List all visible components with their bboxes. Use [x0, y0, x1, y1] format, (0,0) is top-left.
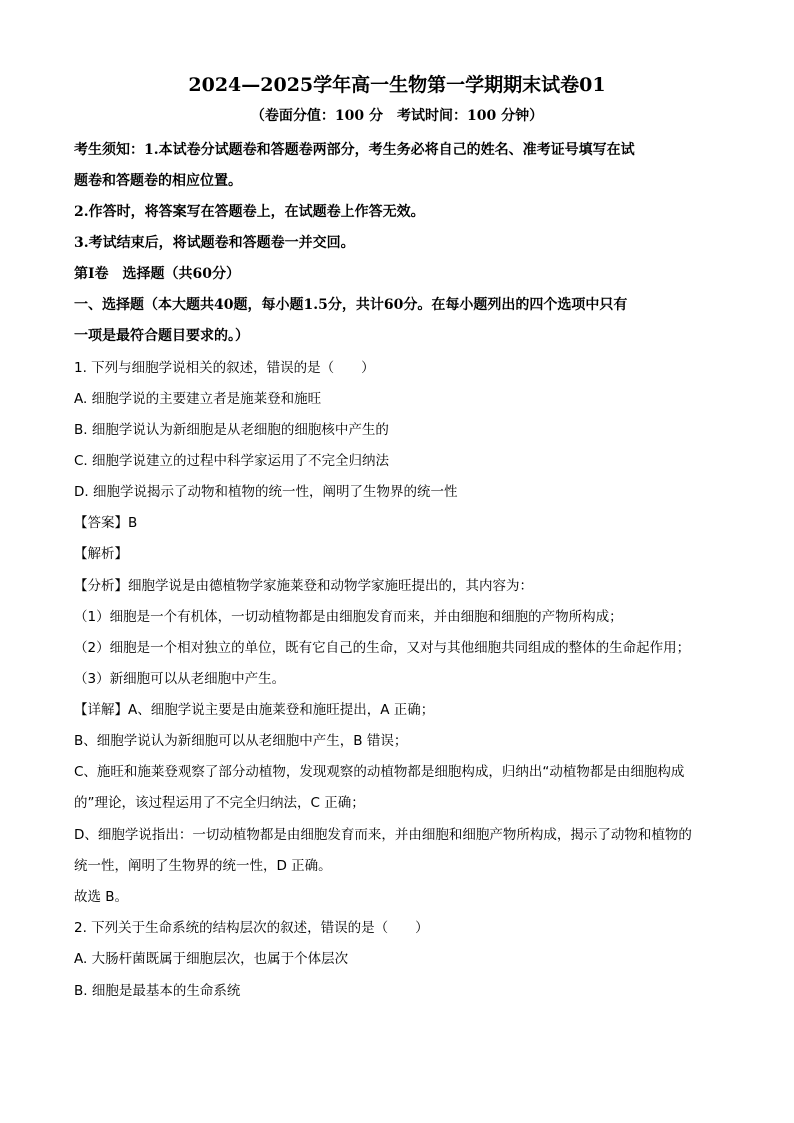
- question-1-analysis-1: 【分析】细胞学说是由德植物学家施莱登和动物学家施旺提出的，其内容为：: [74, 578, 533, 594]
- question-1-detail-2: B、细胞学说认为新细胞可以从老细胞中产生，B 错误；: [74, 733, 408, 749]
- page-title: 2024—2025学年高一生物第一学期期末试卷01: [188, 74, 606, 96]
- question-2-option-a: A. 大肠杆菌既属于细胞层次，也属于个体层次: [74, 951, 349, 967]
- question-1-option-b: B. 细胞学说认为新细胞是从老细胞的细胞核中产生的: [74, 422, 389, 438]
- notice-line-1: 考生须知：1.本试卷分试题卷和答题卷两部分，考生务必将自己的姓名、准考证号填写在试: [74, 142, 635, 158]
- question-1-answer: 【答案】B: [74, 515, 138, 531]
- question-1-detail-3: C、施旺和施莱登观察了部分动植物，发现观察的动植物都是细胞构成，归纳出“动植物都是由细胞构成: [74, 764, 685, 780]
- question-2-option-b: B. 细胞是最基本的生命系统: [74, 983, 241, 999]
- section-heading: 第Ⅰ卷 选择题（共60分）: [74, 266, 241, 282]
- question-1-detail-5: D、细胞学说指出：一切动植物都是由细胞发育而来，并由细胞和细胞产物所构成，揭示了动物和植物的: [74, 827, 692, 843]
- section-intro-1: 一、选择题（本大题共40题，每小题1.5分，共计60分。在每小题列出的四个选项中只有: [74, 297, 628, 313]
- question-1-detail-6: 统一性，阐明了生物界的统一性，D 正确。: [74, 858, 332, 874]
- question-1-detail-1: 【详解】A、细胞学说主要是由施莱登和施旺提出，A 正确；: [74, 702, 435, 718]
- notice-line-2: 题卷和答题卷的相应位置。: [74, 173, 242, 189]
- question-1-stem: 1. 下列与细胞学说相关的叙述，错误的是（ ）: [74, 360, 375, 376]
- question-1-analysis-label: 【解析】: [74, 546, 128, 562]
- question-1-analysis-2: （1）细胞是一个有机体，一切动植物都是由细胞发育而来，并由细胞和细胞的产物所构成；: [74, 609, 623, 625]
- question-1-option-c: C. 细胞学说建立的过程中科学家运用了不完全归纳法: [74, 453, 390, 469]
- question-1-choose: 故选 B。: [74, 889, 129, 905]
- question-1-detail-4: 的”理论，该过程运用了不完全归纳法，C 正确；: [74, 795, 365, 811]
- notice-line-3: 2.作答时，将答案写在答题卷上，在试题卷上作答无效。: [74, 204, 425, 220]
- section-intro-2: 一项是最符合题目要求的。）: [74, 328, 249, 344]
- question-1-option-a: A. 细胞学说的主要建立者是施莱登和施旺: [74, 391, 322, 407]
- exam-info-subtitle: （卷面分值：100 分 考试时间：100 分钟）: [250, 108, 544, 124]
- question-1-analysis-4: （3）新细胞可以从老细胞中产生。: [74, 671, 286, 687]
- question-2-stem: 2. 下列关于生命系统的结构层次的叙述，错误的是（ ）: [74, 920, 429, 936]
- question-1-option-d: D. 细胞学说揭示了动物和植物的统一性，阐明了生物界的统一性: [74, 484, 458, 500]
- question-1-analysis-3: （2）细胞是一个相对独立的单位，既有它自己的生命，又对与其他细胞共同组成的整体的生命起作用；: [74, 640, 691, 656]
- notice-line-4: 3.考试结束后，将试题卷和答题卷一并交回。: [74, 235, 355, 251]
